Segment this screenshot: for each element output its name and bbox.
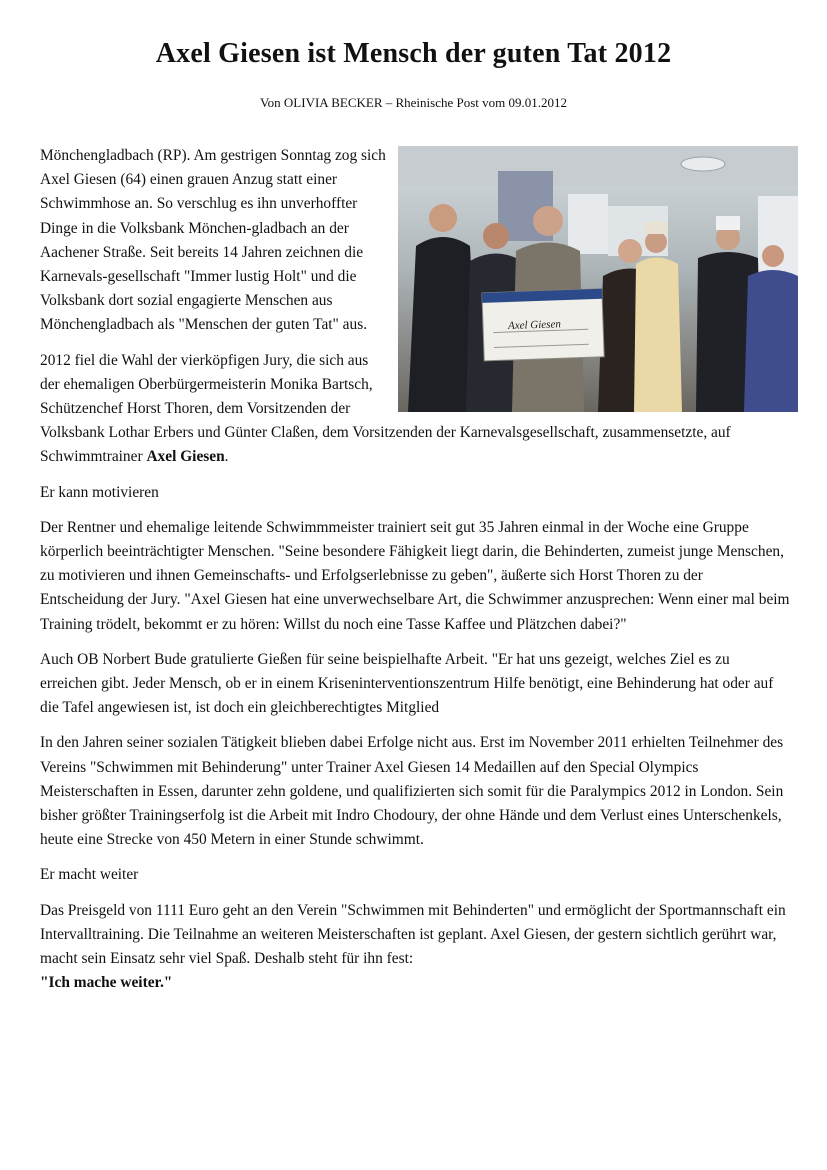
paragraph-prize (40, 899, 790, 996)
paragraph-success: In den Jahren seiner sozialen Tätigkeit blieben dabei Erfolge nicht aus. Erst im November 2011 erhielten Teilnehmer des Vereins "Schwimmen mit Behinderung" unter Trainer Axel Giesen 14 Medaillen auf den Special Olympics Meisterschaften in Essen, darunter zehn goldene, und qualifizierten sich somit für die Paralympics 2012 in London. Sein bisher größter Trainingserfolg ist die Arbeit mit Indro Chodoury, der ohne Hände und dem Verlust eines Unterschenkels, heute eine Strecke von 450 Metern in einer Stunde schwimmt. (40, 734, 784, 849)
closing-quote: "Ich mache weiter." (40, 974, 173, 992)
paragraph-mayor: Auch OB Norbert Bude gratulierte Gießen für seine beispielhafte Arbeit. "Er hat uns gezeigt, welches Ziel es zu erreichen gibt. Jeder Mensch, ob er in einem Kriseninterventionszentrum Hilfe benötigt, eine Behinderung hat oder auf die Tafel angewiesen ist, ist doch ein gleichberechtigtes Mitglied (40, 650, 774, 717)
subheading-continue: Er macht weiter (40, 866, 139, 884)
article-title: Axel Giesen ist Mensch der guten Tat 2012 (155, 38, 672, 69)
article-photo (398, 146, 798, 412)
intro-paragraph-2-end: . (224, 448, 229, 466)
subheading-motivate: Er kann motivieren (40, 483, 159, 501)
article-byline: Von OLIVIA BECKER – Rheinische Post vom 09.01.2012 (259, 95, 568, 110)
paragraph-prize-text: Das Preisgeld von 1111 Euro geht an den Verein "Schwimmen mit Behinderten" und ermöglicht der Sportmannschaft ein Intervalltraining. Die Teilnahme an weiteren Meisterschaften ist geplant. Axel Giesen, der gestern sichtlich gerührt war, macht sein Einsatz sehr viel Spaß. Deshalb steht für ihn fest: (40, 901, 786, 968)
intro-paragraph-1: Mönchengladbach (RP). Am gestrigen Sonntag zog sich Axel Giesen (64) einen grauen Anzug statt einer Schwimmhose an. So verschlug es ihn unverhoffter Dinge in die Volksbank Mönchen-gladbach an der Aachener Straße. Seit bereits 14 Jahren zeichnen die Karnevals-gesellschaft "Immer lustig Holt" und die Volksbank dort sozial engagierte Menschen aus Mönchengladbach als "Menschen der guten Tat" aus. (40, 147, 386, 334)
article-body (40, 144, 790, 1007)
check-name-text: Axel Giesen (507, 318, 562, 333)
intro-paragraph-2-name: Axel Giesen (146, 448, 225, 466)
photo-group-with-check-icon (398, 146, 798, 412)
paragraph-training: Der Rentner und ehemalige leitende Schwimmmeister trainiert seit gut 35 Jahren einmal in der Woche eine Gruppe körperlich beeinträchtigter Menschen. "Seine besondere Fähigkeit liegt darin, die Behinderten, zumeist junge Menschen, zu motivieren und ihnen Gemeinschafts- und Erfolgserlebnisse zu geben", äußerte sich Horst Thoren zu der Entscheidung der Jury. "Axel Giesen hat eine unverwechselbare Art, die Schwimmer anzusprechen: Wenn einer mal beim Training trödelt, bekommt er zu hören: Willst du noch eine Tasse Kaffee und Plätzchen dabei?" (40, 518, 790, 633)
intro-paragraph-2-text: 2012 fiel die Wahl der vierköpfigen Jury, die sich aus der ehemaligen Oberbürgermeisterin Monika Bartsch, Schützenchef Horst Thoren, dem Vorsitzenden der Volksbank Lothar Erbers und Günter Claßen, dem Vorsitzenden der Karnevalsgesellschaft, zusammensetzte, auf Schwimmtrainer (40, 351, 731, 466)
